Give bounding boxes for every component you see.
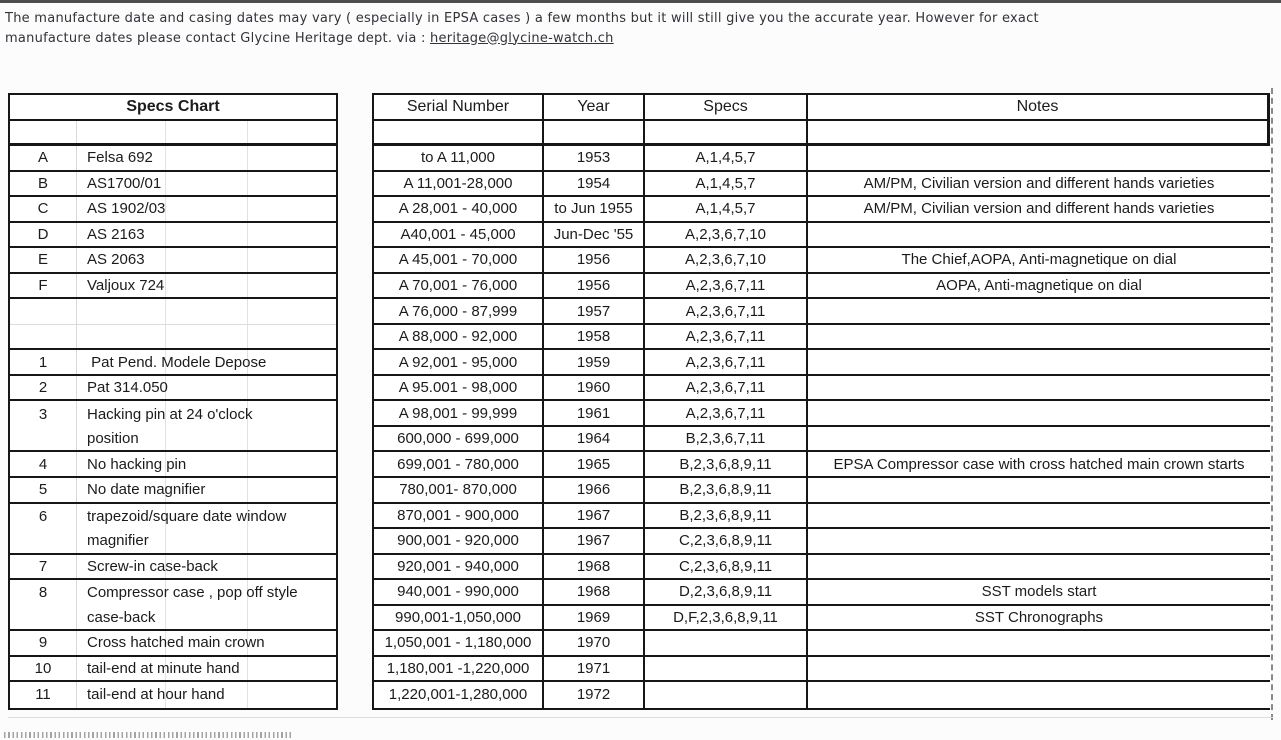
serial-table-header-row <box>374 95 1270 121</box>
cell-year: 1968 <box>544 580 645 604</box>
table-row <box>374 555 1270 581</box>
table-row <box>10 427 336 453</box>
cell-specs: A,2,3,6,7,10 <box>645 248 808 272</box>
cell-serial: 920,001 - 940,000 <box>374 555 544 579</box>
cell-code: E <box>10 248 77 272</box>
cell-serial: A40,001 - 45,000 <box>374 223 544 247</box>
cell-notes <box>808 504 1270 528</box>
cell-notes: The Chief,AOPA, Anti-magnetique on dial <box>901 251 1177 269</box>
cell-specs: B,2,3,6,8,9,11 <box>645 504 808 528</box>
cell-serial: 699,001 - 780,000 <box>374 452 544 476</box>
table-row <box>10 529 336 555</box>
cell-specs: A,1,4,5,7 <box>645 146 808 170</box>
cell-description: Valjoux 724 <box>87 276 165 294</box>
cell-serial: A 95.001 - 98,000 <box>374 376 544 400</box>
table-row <box>10 555 336 581</box>
cell-year: 1956 <box>544 248 645 272</box>
table-row <box>374 478 1270 504</box>
cell-specs: D,F,2,3,6,8,9,11 <box>645 606 808 630</box>
cell-serial: A 11,001-28,000 <box>374 172 544 196</box>
table-row <box>374 606 1270 632</box>
serial-year-table <box>372 93 1270 710</box>
cell-code: 4 <box>10 452 77 476</box>
cell-serial: 1,050,001 - 1,180,000 <box>374 631 544 655</box>
cell-serial: A 76,000 - 87,999 <box>374 299 544 323</box>
cell-code: 8 <box>10 580 77 606</box>
table-row <box>10 504 336 530</box>
serial-table-rows <box>374 121 1270 708</box>
cell-code: D <box>10 223 77 247</box>
cell-description: Compressor case , pop off style <box>87 584 298 602</box>
cell-description: AS 1902/03 <box>87 200 166 218</box>
table-row <box>374 197 1270 223</box>
cell-description: tail-end at hour hand <box>87 686 225 704</box>
table-row <box>374 452 1270 478</box>
cell-serial: 1,180,001 -1,220,000 <box>374 657 544 681</box>
cell-specs: A,1,4,5,7 <box>645 172 808 196</box>
table-row <box>10 299 336 325</box>
table-row <box>10 401 336 427</box>
heritage-email-link[interactable]: heritage@glycine-watch.ch <box>430 30 614 46</box>
cell-year: 1965 <box>544 452 645 476</box>
cell-notes <box>808 223 1270 247</box>
cell-serial: A 88,000 - 92,000 <box>374 325 544 349</box>
table-row <box>10 146 336 172</box>
cell-specs: A,2,3,6,7,10 <box>645 223 808 247</box>
cell-notes <box>808 350 1270 374</box>
cell-notes <box>808 631 1270 655</box>
table-row <box>374 248 1270 274</box>
cell-code: 7 <box>10 555 77 579</box>
cell-year: 1972 <box>544 682 645 708</box>
cell-notes <box>808 478 1270 502</box>
cell-code: C <box>10 197 77 221</box>
cell-notes <box>808 299 1270 323</box>
table-row <box>374 350 1270 376</box>
cell-description: No hacking pin <box>87 455 187 473</box>
cell-description: AS 2063 <box>87 251 145 269</box>
cell-notes: SST models start <box>981 583 1097 601</box>
table-row <box>374 223 1270 249</box>
cell-notes: SST Chronographs <box>974 608 1104 626</box>
cell-specs: D,2,3,6,8,9,11 <box>645 580 808 604</box>
cell-notes <box>808 146 1270 170</box>
cell-description: AS 2163 <box>87 225 145 243</box>
cell-notes <box>808 555 1270 579</box>
table-row <box>10 452 336 478</box>
cell-specs <box>645 121 808 144</box>
cell-specs: A,2,3,6,7,11 <box>645 401 808 425</box>
cell-description: No date magnifier <box>87 481 206 499</box>
cell-description <box>77 325 336 349</box>
table-row <box>10 248 336 274</box>
cell-description: Pat Pend. Modele Depose <box>87 353 267 371</box>
cell-code <box>10 299 77 324</box>
table-row <box>10 631 336 657</box>
specs-chart-header-row <box>10 95 336 121</box>
cell-year: 1957 <box>544 299 645 323</box>
cell-specs <box>645 682 808 708</box>
cell-specs: C,2,3,6,8,9,11 <box>645 555 808 579</box>
cell-code: F <box>10 274 77 298</box>
cell-description: magnifier <box>87 532 149 550</box>
cell-notes <box>808 657 1270 681</box>
cell-notes <box>808 427 1270 451</box>
cell-specs: B,2,3,6,8,9,11 <box>645 452 808 476</box>
table-row <box>374 172 1270 198</box>
cell-description <box>77 299 336 324</box>
cell-year: 1958 <box>544 325 645 349</box>
cell-serial: A 28,001 - 40,000 <box>374 197 544 221</box>
cell-notes: EPSA Compressor case with cross hatched main crown starts <box>833 455 1245 473</box>
cell-serial <box>374 121 544 144</box>
table-row <box>374 401 1270 427</box>
cell-year: 1959 <box>544 350 645 374</box>
table-row <box>374 682 1270 708</box>
cell-year: 1970 <box>544 631 645 655</box>
cell-specs <box>645 631 808 655</box>
cell-year: 1960 <box>544 376 645 400</box>
table-row <box>10 172 336 198</box>
cell-code: 9 <box>10 631 77 655</box>
cell-year: Jun-Dec '55 <box>544 223 645 247</box>
cell-notes <box>808 121 1270 144</box>
cell-serial: A 98,001 - 99,999 <box>374 401 544 425</box>
table-row <box>10 325 336 351</box>
cutoff-text-fragment <box>4 732 292 738</box>
table-row <box>10 657 336 683</box>
table-row <box>10 682 336 708</box>
cell-description: trapezoid/square date window <box>87 507 287 525</box>
cell-year: 1967 <box>544 529 645 553</box>
table-row <box>374 427 1270 453</box>
cell-serial: to A 11,000 <box>374 146 544 170</box>
cell-year: 1967 <box>544 504 645 528</box>
cell-notes <box>808 401 1270 425</box>
column-header-specs: Specs <box>645 95 808 119</box>
table-row <box>10 606 336 632</box>
cell-year: 1964 <box>544 427 645 451</box>
table-row <box>10 274 336 300</box>
cell-serial: 940,001 - 990,000 <box>374 580 544 604</box>
column-header-year: Year <box>544 95 645 119</box>
cell-year: 1953 <box>544 146 645 170</box>
table-row <box>10 376 336 402</box>
cell-notes: AOPA, Anti-magnetique on dial <box>936 276 1142 294</box>
cell-notes <box>808 529 1270 553</box>
cell-specs: A,2,3,6,7,11 <box>645 274 808 298</box>
intro-line2 <box>5 29 1245 49</box>
intro-text <box>5 9 1245 48</box>
cell-specs: A,2,3,6,7,11 <box>645 376 808 400</box>
cell-description: Pat 314.050 <box>87 379 168 397</box>
cell-description: tail-end at minute hand <box>87 659 240 677</box>
cell-specs: B,2,3,6,8,9,11 <box>645 478 808 502</box>
cell-code: A <box>10 146 77 170</box>
cell-notes <box>808 325 1270 349</box>
table-row <box>374 504 1270 530</box>
cell-year: 1968 <box>544 555 645 579</box>
table-row <box>374 376 1270 402</box>
cell-code <box>10 121 77 144</box>
cell-serial: A 70,001 - 76,000 <box>374 274 544 298</box>
cell-code <box>10 427 77 451</box>
table-row <box>374 657 1270 683</box>
cell-code: 6 <box>10 504 77 530</box>
intro-line2-prefix: manufacture dates please contact Glycine Heritage dept. via : <box>5 30 431 46</box>
cell-notes <box>808 376 1270 400</box>
cell-serial: 600,000 - 699,000 <box>374 427 544 451</box>
cell-serial: 780,001- 870,000 <box>374 478 544 502</box>
column-header-notes: Notes <box>808 95 1270 119</box>
cell-specs: A,2,3,6,7,11 <box>645 350 808 374</box>
cell-code: 5 <box>10 478 77 502</box>
table-row <box>10 350 336 376</box>
table-row <box>10 121 336 147</box>
gridline <box>8 717 1273 718</box>
cell-code <box>10 325 77 349</box>
cell-year: to Jun 1955 <box>544 197 645 221</box>
table-row <box>10 223 336 249</box>
cell-code: 11 <box>10 682 77 708</box>
table-row <box>374 121 1270 147</box>
cell-serial: 870,001 - 900,000 <box>374 504 544 528</box>
table-row <box>374 274 1270 300</box>
cell-specs: A,2,3,6,7,11 <box>645 299 808 323</box>
specs-chart-rows <box>10 121 336 708</box>
cell-description: case-back <box>87 608 156 626</box>
cell-description: AS1700/01 <box>87 174 162 192</box>
cell-serial: 1,220,001-1,280,000 <box>374 682 544 708</box>
cell-specs: A,1,4,5,7 <box>645 197 808 221</box>
table-row <box>10 580 336 606</box>
cell-code: 3 <box>10 401 77 427</box>
cell-specs: A,2,3,6,7,11 <box>645 325 808 349</box>
cell-notes <box>808 682 1270 708</box>
cell-description: Hacking pin at 24 o'clock <box>87 405 253 423</box>
specs-chart-table <box>8 93 338 710</box>
cell-year: 1956 <box>544 274 645 298</box>
top-border-line <box>0 0 1281 3</box>
cell-serial: A 92,001 - 95,000 <box>374 350 544 374</box>
table-row <box>374 146 1270 172</box>
column-header-serial: Serial Number <box>374 95 544 119</box>
cell-year: 1961 <box>544 401 645 425</box>
table-row <box>374 631 1270 657</box>
cell-code <box>10 529 77 553</box>
cell-code: 2 <box>10 376 77 400</box>
table-row <box>374 529 1270 555</box>
page-break-dashed-line <box>1271 88 1273 720</box>
cell-description: Screw-in case-back <box>87 557 218 575</box>
cell-code: 1 <box>10 350 77 374</box>
specs-chart-title: Specs Chart <box>126 97 220 115</box>
cell-description: Felsa 692 <box>87 149 153 167</box>
cell-description: position <box>87 430 139 448</box>
cell-year: 1966 <box>544 478 645 502</box>
cell-year <box>544 121 645 144</box>
table-row <box>374 325 1270 351</box>
cell-code: 10 <box>10 657 77 681</box>
cell-notes: AM/PM, Civilian version and different hands varieties <box>863 200 1215 218</box>
table-row <box>10 478 336 504</box>
cell-specs <box>645 657 808 681</box>
cell-notes: AM/PM, Civilian version and different hands varieties <box>863 174 1215 192</box>
cell-code <box>10 606 77 630</box>
table-row <box>374 299 1270 325</box>
cell-serial: 900,001 - 920,000 <box>374 529 544 553</box>
cell-description <box>77 121 336 144</box>
cell-year: 1969 <box>544 606 645 630</box>
intro-line1: The manufacture date and casing dates may vary ( especially in EPSA cases ) a few months but it will still give you the accurate year. However for exact <box>5 11 1039 26</box>
cell-year: 1971 <box>544 657 645 681</box>
cell-year: 1954 <box>544 172 645 196</box>
cell-code: B <box>10 172 77 196</box>
cell-serial: 990,001-1,050,000 <box>374 606 544 630</box>
cell-specs: B,2,3,6,7,11 <box>645 427 808 451</box>
cell-serial: A 45,001 - 70,000 <box>374 248 544 272</box>
cell-specs: C,2,3,6,8,9,11 <box>645 529 808 553</box>
table-row <box>10 197 336 223</box>
cell-description: Cross hatched main crown <box>87 634 265 652</box>
table-row <box>374 580 1270 606</box>
